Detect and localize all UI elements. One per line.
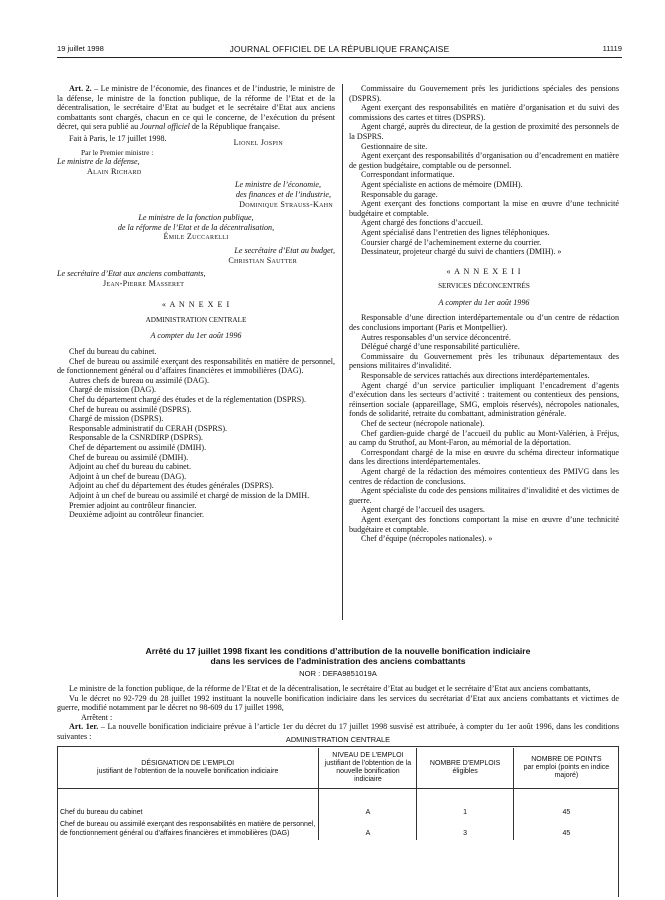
annexe-1-date: A compter du 1er août 1996 xyxy=(150,331,242,341)
arrete-preamble: Le ministre de la fonction publique, de la réforme de l’Etat et de la décentralisation, le secrétaire d’Etat au budget et le secrétaire d’Etat aux anciens combattants, xyxy=(69,684,591,693)
list-item: Chef du département chargé des études et de la réglementation (DSPRS). xyxy=(69,395,306,405)
list-item: Chef de secteur (nécropole nationale). xyxy=(361,419,485,428)
header-designation-sub: justifiant de l’obtention de la nouvelle bonification indiciaire xyxy=(97,768,279,775)
arrete-section xyxy=(57,646,619,742)
article-2-journal: Journal officiel xyxy=(140,122,190,132)
list-item: Chef gardien-guide chargé de l’accueil du public au Mont-Valérien, à Fréjus, au camp du Struthof, au Mont-Faron, au mémorial de la déportation. xyxy=(349,428,619,448)
article-2-text: – Le ministre de l’économie, des finances et de l’industrie, le ministre de la défense, le ministre de la fonction publique, de la réforme de l’Etat et de la décentralisation, le secrétaire d’Etat au budget et le secrétaire d’Etat aux anciens combattants sont chargés, chacun en ce qui le concerne, de l’exécution du présent décret, qui sera publié au xyxy=(57,84,336,132)
list-item: Agent spécialisé dans l’entretien des lignes téléphoniques. xyxy=(361,227,550,237)
list-item: Agent chargé des fonctions d’accueil. xyxy=(361,218,483,228)
signer-pm: Lionel Jospin xyxy=(233,137,283,147)
list-item: Chef de bureau ou assimilé (DMIH). xyxy=(69,452,189,462)
annexe-2-list xyxy=(349,313,619,543)
defense-name: Alain Richard xyxy=(87,166,142,176)
list-item: Responsable du garage. xyxy=(361,189,438,199)
fait-a-paris xyxy=(57,133,335,147)
list-item: Agent chargé, auprès du directeur, de la gestion de proximité des personnels de la DSPRS. xyxy=(349,122,619,141)
fonction-publique-title-2: de la réforme de l’Etat et de la décentralisation, xyxy=(117,222,275,232)
header-nombre-sub: éligibles xyxy=(452,768,478,775)
arretent: Arrêtent : xyxy=(81,712,113,722)
list-item: Délégué chargé d’une responsabilité particulière. xyxy=(361,342,520,352)
list-item: Adjoint au chef du département des études générales (DSPRS). xyxy=(69,481,274,491)
list-item: Agent exerçant des fonctions comportant la mise en œuvre d’une technicité budgétaire et comptable. xyxy=(349,199,619,218)
article-2-label: Art. 2. xyxy=(69,84,92,93)
column-divider xyxy=(342,84,343,620)
list-item: Gestionnaire de site. xyxy=(361,141,428,151)
left-column xyxy=(57,84,335,520)
arrete-title-1: Arrêté du 17 juillet 1998 fixant les conditions d’attribution de la nouvelle bonification indiciaire xyxy=(145,646,531,656)
table-caption: ADMINISTRATION CENTRALE xyxy=(285,735,391,744)
article-2 xyxy=(57,84,335,132)
list-item: Dessinateur, projeteur chargé du suivi de chantiers (DMIH). » xyxy=(361,247,562,257)
cell-nombre: 1 xyxy=(417,807,513,819)
list-item: Responsable d’une direction interdépartementale ou d’un centre de rédaction des conclusions important (Paris et Montpellier). xyxy=(349,313,619,333)
economie-title-1: Le ministre de l’économie, xyxy=(234,180,321,190)
cell-points: 45 xyxy=(513,819,619,840)
economie-name: Dominique Strauss-Kahn xyxy=(239,199,333,209)
cell-nombre: 3 xyxy=(417,819,513,840)
anciens-combattants-title: Le secrétaire d’Etat aux anciens combattants, xyxy=(57,269,206,279)
list-item: Chargé de mission (DSPRS). xyxy=(69,414,164,424)
right-column xyxy=(349,84,619,544)
cell-niveau: A xyxy=(319,819,417,840)
list-item: Correspondant informatique. xyxy=(361,170,455,180)
header-date: 19 juillet 1998 xyxy=(57,44,104,53)
arrete-vu: Vu le décret no 92-729 du 28 juillet 1992 instituant la nouvelle bonification indiciaire dans les services du secrétariat d’Etat aux anciens combattants et victimes de guerre, modifié notamment par le décret no 98-609 du 17 juillet 1998, xyxy=(57,693,619,713)
list-item: Agent spécialiste du code des pensions militaires d’invalidité et des victimes de guerre. xyxy=(349,486,619,505)
list-item: Responsable administratif du CERAH (DSPRS). xyxy=(69,423,228,433)
list-item: Chef du bureau du cabinet. xyxy=(69,347,157,357)
annexe-1-heading: « A N N E X E I xyxy=(161,300,231,310)
cell-designation: Chef du bureau du cabinet xyxy=(60,809,143,816)
header-nombre-title: NOMBRE D’EMPLOIS xyxy=(429,760,501,767)
fonction-publique-title-1: Le ministre de la fonction publique, xyxy=(138,213,254,223)
cell-points: 45 xyxy=(513,807,619,819)
arrete-body xyxy=(57,684,619,742)
list-item: Responsable de services rattachés aux directions interdépartementales. xyxy=(361,371,590,381)
list-item: Deuxième adjoint au contrôleur financier. xyxy=(69,510,205,520)
page-header xyxy=(57,44,622,58)
table-row xyxy=(57,807,619,819)
list-item: Chef de département ou assimilé (DMIH). xyxy=(69,443,207,452)
table-spacer-row xyxy=(57,789,619,808)
arrete-title-2: dans les services de l’administration des anciens combattants xyxy=(210,656,466,666)
list-item: Adjoint à un chef de bureau ou assimilé et chargé de mission de la DMIH. xyxy=(69,490,310,500)
annexe-1-list xyxy=(57,347,335,520)
list-item: Correspondant chargé de la mise en œuvre du schéma directeur informatique dans les directions interdépartementales. xyxy=(349,447,619,467)
header-points xyxy=(513,748,619,789)
list-item: Coursier chargé de l’acheminement externe du courrier. xyxy=(361,237,542,247)
list-item: Responsable de la CSNRDIRP (DSPRS). xyxy=(69,433,203,443)
header-designation xyxy=(57,748,319,789)
article-2-end: de la République française. xyxy=(189,122,280,132)
list-item: Chargé de mission (DAG). xyxy=(69,385,157,395)
list-item: Agent exerçant des responsabilités en matière d’organisation et du suivi des commissions des cartes et titres (DSPRS). xyxy=(349,103,619,122)
list-item: Autres chefs de bureau ou assimilé (DAG). xyxy=(69,375,210,385)
annexe-1-section: ADMINISTRATION CENTRALE xyxy=(145,315,247,324)
list-item: Agent exerçant des responsabilités d’organisation ou d’encadrement en matière de gestion budgétaire, comptable ou de personnel. xyxy=(349,151,619,170)
cell-niveau: A xyxy=(319,807,417,819)
budget-name: Christian Sautter xyxy=(228,255,297,265)
page-number: 11119 xyxy=(602,44,622,53)
par-premier-ministre: Par le Premier ministre : xyxy=(81,147,154,157)
defense-title: Le ministre de la défense, xyxy=(57,157,140,167)
list-item: Chef de bureau ou assimilé (DSPRS). xyxy=(69,404,192,414)
annexe-2-date: A compter du 1er août 1996 xyxy=(438,297,530,307)
header-points-sub: par emploi (points en indice majoré) xyxy=(523,764,610,779)
budget-title: Le secrétaire d’Etat au budget, xyxy=(234,245,335,255)
fonction-publique-name: Émile Zuccarelli xyxy=(163,232,229,242)
economie-title-2: des finances et de l’industrie, xyxy=(235,189,331,199)
header-rule xyxy=(57,57,622,58)
annexe-2-heading: « A N N E X E I I xyxy=(446,266,522,276)
list-item: Adjoint à un chef de bureau (DAG). xyxy=(69,471,187,481)
list-item: Agent exerçant des fonctions comportant la mise en œuvre d’une technicité budgétaire et comptable. xyxy=(349,514,619,534)
list-item: Commissaire du Gouvernement près les juridictions spéciales des pensions (DSPRS). xyxy=(349,84,619,103)
list-item: Agent chargé de la rédaction des mémoires contentieux des PMIVG dans les centres de rédaction de conclusions. xyxy=(349,466,619,486)
list-item: Chef d’équipe (nécropoles nationales). » xyxy=(361,534,493,544)
cell-designation: Chef de bureau ou assimilé exerçant des responsabilités en matière de personnel, de fonctionnement général ou d’affaires financières et immobilières (DAG) xyxy=(60,821,316,837)
list-item: Agent spécialiste en actions de mémoire (DMIH). xyxy=(361,179,523,189)
nor-reference: NOR : DEFA9851019A xyxy=(299,669,377,678)
fait-text: Fait à Paris, le 17 juillet 1998. xyxy=(69,133,167,143)
article-1-text: – La nouvelle bonification indiciaire prévue à l’article 1er du décret du 17 juillet 1998 susvisé est attribuée, à compter du 1er août 1996, dans les conditions suivantes : xyxy=(57,722,619,741)
header-designation-title: DÉSIGNATION DE L’EMPLOI xyxy=(141,760,235,767)
list-item: Autres responsables d’un service déconcentré. xyxy=(361,332,511,342)
table-row xyxy=(57,819,619,840)
header-points-title: NOMBRE DE POINTS xyxy=(531,756,602,763)
list-item: Agent chargé de l’accueil des usagers. xyxy=(361,505,485,515)
annexe-2-section: SERVICES DÉCONCENTRÉS xyxy=(438,282,530,291)
list-item: Chef de bureau ou assimilé exerçant des responsabilités en matière de personnel, de fonctionnement général ou d’affaires financières et immobilières (DAG). xyxy=(57,356,335,376)
table-header-row xyxy=(57,748,619,789)
header-nombre xyxy=(417,748,513,789)
header-niveau: NIVEAU DE L’EMPLOI justifiant de l’obtention de la nouvelle bonification indiciaire xyxy=(319,748,417,789)
nbi-table xyxy=(57,748,619,840)
anciens-combattants-name: Jean-Pierre Masseret xyxy=(103,278,185,288)
article-1-label: Art. 1er. xyxy=(69,722,99,732)
list-item: Commissaire du Gouvernement près les tribunaux départementaux des pensions militaires d’invalidité. xyxy=(349,351,619,371)
annexe-1-list-continued xyxy=(349,84,619,257)
list-item: Agent chargé d’un service particulier impliquant l’encadrement d’agents d’exécution dans les secteurs d’activité : traitement ou contentieux des pensions, réinsertion sociale (appareillage, SMG, emplois réservés), nécropoles nationales, fonds de solidarité, retraite du combattant, administration générale. xyxy=(349,380,619,419)
list-item: Adjoint au chef du bureau du cabinet. xyxy=(69,462,192,472)
list-item: Premier adjoint au contrôleur financier. xyxy=(69,500,197,510)
journal-title: JOURNAL OFFICIEL DE LA RÉPUBLIQUE FRANÇAISE xyxy=(229,44,450,54)
